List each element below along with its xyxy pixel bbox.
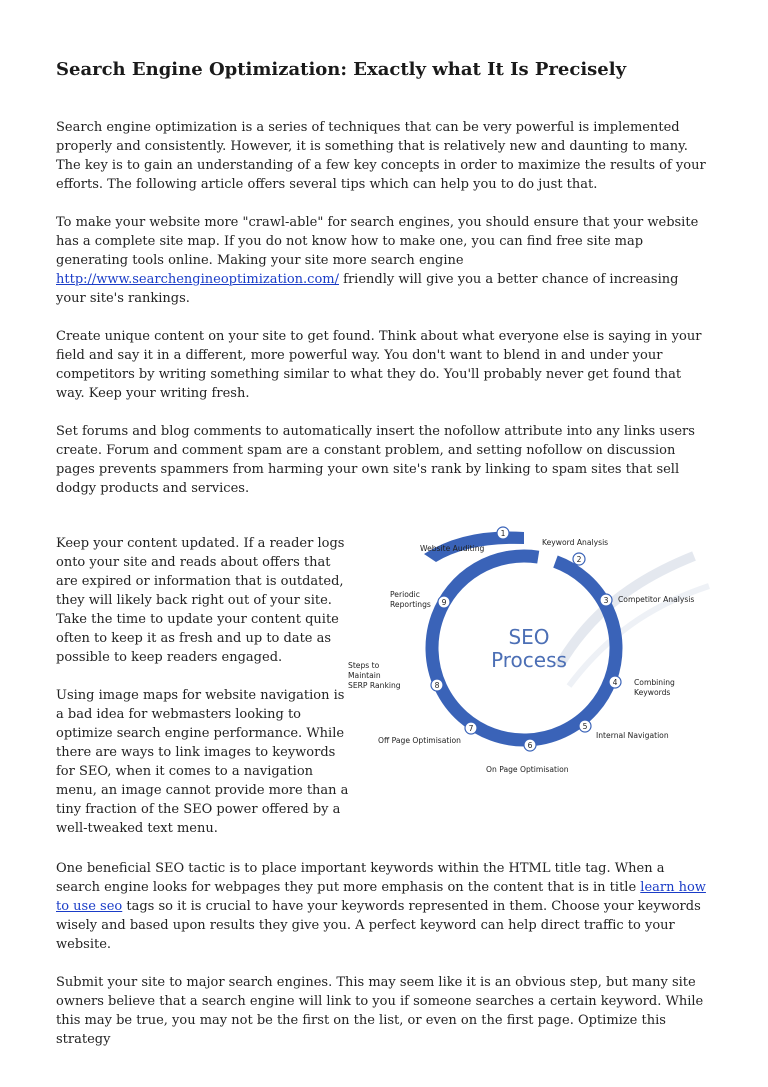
- step-number: 5: [582, 722, 588, 731]
- step-number: 9: [441, 598, 447, 607]
- seo-link[interactable]: http://www.searchengineoptimization.com/: [56, 272, 339, 287]
- paragraph-updated: Keep your content updated. If a reader logs onto your site and reads about offers that are expired or information that is outdated, they will likely back right out of your site. Take the time to update your content quite often to keep it as fresh and up to date as possible to keep readers engaged.: [56, 536, 345, 665]
- step-label: Periodic: [390, 590, 420, 599]
- paragraph-text: friendly will give you a better chance of increasing your site's rankings.: [56, 272, 679, 306]
- step-label: Maintain: [348, 671, 381, 680]
- step-label: SERP Ranking: [348, 681, 401, 690]
- page-title: Search Engine Optimization: Exactly what It Is Precisely: [56, 59, 627, 80]
- paragraph-text: To make your website more "crawl-able" for search engines, you should ensure that your website has a complete site map. If you do not know how to make one, you can find free site map generating tools online. Making your site more search engine: [56, 215, 699, 268]
- content-with-figure: [56, 529, 712, 840]
- paragraph-sitemap: [56, 213, 712, 308]
- center-subtitle: Process: [491, 648, 567, 672]
- step-label: Keywords: [634, 688, 671, 697]
- paragraph-unique-content: Create unique content on your site to get found. Think about what everyone else is saying in your field and say it in a different, more powerful way. You don't want to blend in and under your competitors by writing something similar to what they do. You'll probably never get found that way. Keep your writing fresh.: [56, 329, 702, 401]
- paragraph-text: tags so it is crucial to have your keywords represented in them. Choose your keywords wisely and based upon results they give you. A perfect keyword can help direct traffic to your website.: [56, 899, 701, 952]
- step-label: Competitor Analysis: [618, 595, 695, 604]
- step-number: 7: [468, 724, 474, 733]
- step-label: Reportings: [390, 600, 431, 609]
- paragraph-title-tag: [56, 859, 712, 954]
- seo-process-figure: [344, 516, 714, 792]
- step-label: Website Auditing: [420, 544, 485, 553]
- step-label: Keyword Analysis: [542, 538, 609, 547]
- step-number: 1: [500, 529, 506, 538]
- step-label: Steps to: [348, 661, 380, 670]
- step-number: 2: [576, 555, 582, 564]
- paragraph-image-maps: Using image maps for website navigation is a bad idea for webmasters looking to optimize search engine performance. While there are ways to link images to keywords for SEO, when it comes to a navigation menu, an image cannot provide more than a tiny fraction of the SEO power offered by a well-tweaked text menu.: [56, 688, 349, 836]
- step-label: Internal Navigation: [596, 731, 669, 740]
- paragraph-intro: Search engine optimization is a series of techniques that can be very powerful is implemented properly and consistently. However, it is something that is relatively new and daunting to many. The key is to gain an understanding of a few key concepts in order to maximize the results of your efforts. The following article offers several tips which can help you to do just that.: [56, 120, 706, 192]
- step-label: On Page Optimisation: [486, 765, 569, 774]
- seo-process-diagram: [344, 516, 714, 792]
- step-number: 3: [603, 596, 609, 605]
- step-label: Off Page Optimisation: [378, 736, 461, 745]
- paragraph-text: One beneficial SEO tactic is to place important keywords within the HTML title tag. When a search engine looks for webpages they put more emphasis on the content that is in title: [56, 861, 665, 895]
- float-text-column: [56, 534, 354, 838]
- learn-seo-link[interactable]: learn how to use seo: [56, 880, 706, 914]
- paragraph-submit-site: Submit your site to major search engines. This may seem like it is an obvious step, but many site owners believe that a search engine will link to you if someone searches a certain keyword. While this may be true, you may not be the first on the list, or even on the first page. Optimize this strategy: [56, 975, 704, 1047]
- step-number: 8: [434, 681, 440, 690]
- center-title: SEO: [508, 625, 550, 649]
- step-label: Combining: [634, 678, 675, 687]
- paragraph-nofollow: Set forums and blog comments to automatically insert the nofollow attribute into any links users create. Forum and comment spam are a constant problem, and setting nofollow on discussion pages prevents spammers from harming your own site's rank by linking to spam sites that sell dodgy products and services.: [56, 424, 695, 496]
- step-number: 4: [612, 678, 618, 687]
- step-number: 6: [527, 741, 533, 750]
- document-page: [56, 58, 712, 1068]
